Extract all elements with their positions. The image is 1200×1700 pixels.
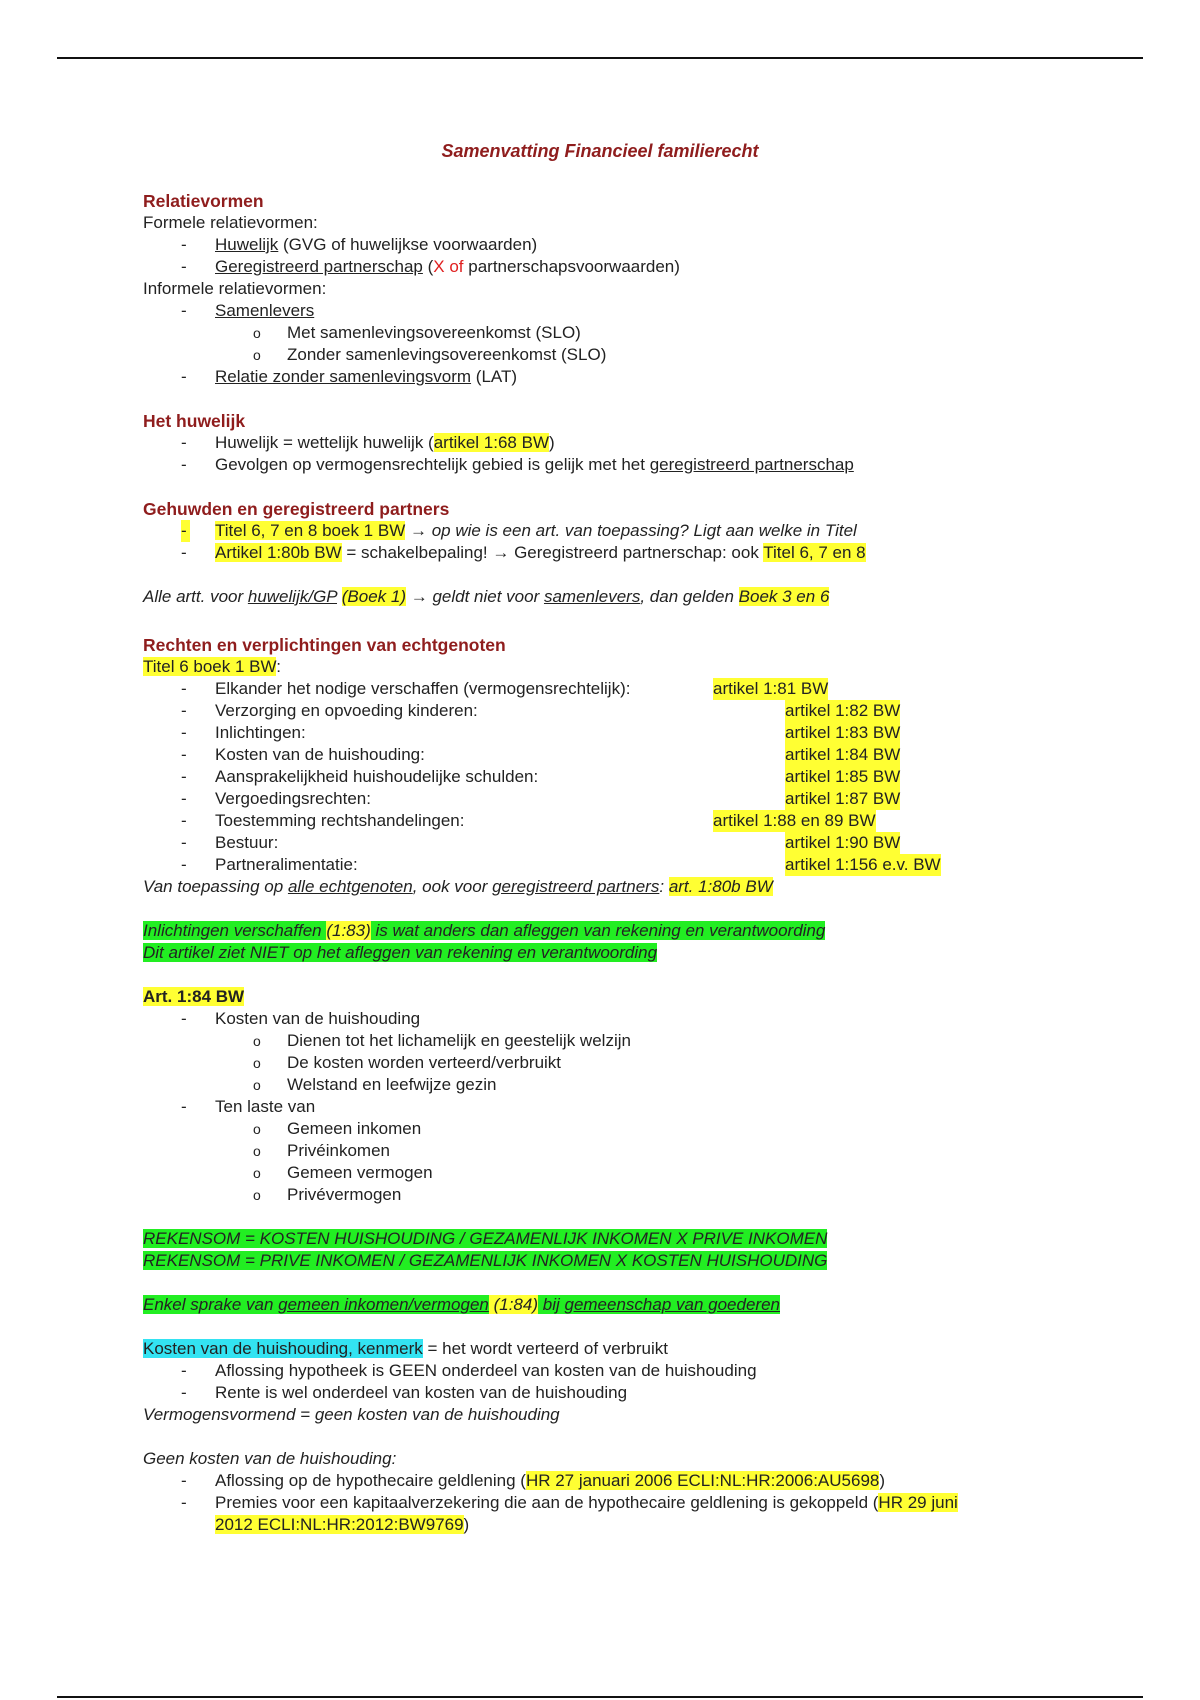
highlight-ref: artikel 1:68 BW (433, 433, 549, 452)
link-huwelijk[interactable]: Huwelijk (215, 235, 279, 254)
rekensom-line: REKENSOM = PRIVE INKOMEN / GEZAMENLIJK INKOMEN X KOSTEN HUISHOUDING (143, 1251, 828, 1270)
rechten-article-ref: artikel 1:90 BW (785, 833, 901, 852)
rechten-label: Inlichtingen: (215, 723, 306, 742)
sub-list-item: o Gemeen vermogen (253, 1163, 433, 1182)
rechten-label: Bestuur: (215, 833, 279, 852)
link-samenlevers[interactable]: samenlevers (543, 587, 641, 606)
dash-bullet: - (181, 433, 187, 452)
sub-list-item: o Privévermogen (253, 1185, 402, 1204)
dash-bullet: - (181, 301, 187, 320)
dash-bullet: - (181, 520, 190, 542)
note-line: Vermogensvormend = geen kosten van de huishouding (143, 1405, 560, 1424)
rechten-article-ref: artikel 1:81 BW (713, 679, 829, 698)
dash-bullet: - (181, 367, 187, 386)
sub-list-item: o Dienen tot het lichamelijk en geestelijk welzijn (253, 1031, 631, 1050)
list-item: - Aflossing op de hypothecaire geldlening (HR 27 januari 2006 ECLI:NL:HR:2006:AU5698) (181, 1471, 886, 1490)
link-gemeen-inkomen[interactable]: gemeen inkomen/vermogen (278, 1295, 489, 1314)
list-item-continuation: 2012 ECLI:NL:HR:2012:BW9769) (215, 1515, 470, 1534)
link-geregistreerd-partnerschap[interactable]: Geregistreerd partnerschap (215, 257, 423, 276)
note-line: Van toepassing op alle echtgenoten, ook voor geregistreerd partners: art. 1:80b BW (143, 877, 773, 896)
sub-list-item: o Gemeen inkomen (253, 1119, 422, 1138)
list-item: - Premies voor een kapitaalverzekering die aan de hypothecaire geldlening is gekoppeld (HR 29 juni (181, 1493, 958, 1512)
note-line: Alle artt. voor huwelijk/GP (Boek 1) → geldt niet voor samenlevers, dan gelden Boek 3 en 6 (143, 587, 830, 606)
enkel-note: Enkel sprake van gemeen inkomen/vermogen (1:84) bij gemeenschap van goederen (143, 1295, 780, 1314)
list-item (143, 744, 1143, 766)
circle-bullet: o (253, 1033, 261, 1049)
dash-bullet: - (181, 789, 187, 808)
list-item: - Relatie zonder samenlevingsvorm (LAT) (181, 367, 518, 386)
rechten-label: Vergoedingsrechten: (215, 789, 371, 808)
dash-bullet: - (181, 455, 187, 474)
bottom-rule (57, 1696, 1143, 1698)
circle-bullet: o (253, 1121, 261, 1137)
list-item: - Titel 6, 7 en 8 boek 1 BW → op wie is een art. van toepassing? Ligt aan welke in Titel (181, 521, 857, 540)
rechten-article-ref: artikel 1:83 BW (785, 723, 901, 742)
circle-bullet: o (253, 1187, 261, 1203)
link-gemeenschap-van-goederen[interactable]: gemeenschap van goederen (564, 1295, 780, 1314)
list-item: - Gevolgen op vermogensrechtelijk gebied is gelijk met het geregistreerd partnerschap (181, 455, 854, 474)
sub-list-item: o Welstand en leefwijze gezin (253, 1075, 497, 1094)
rechten-article-ref: artikel 1:87 BW (785, 789, 901, 808)
formeel-label: Formele relatievormen: (143, 213, 318, 232)
rechten-list (143, 678, 1143, 876)
circle-bullet: o (253, 1165, 261, 1181)
rechten-label: Elkander het nodige verschaffen (vermogensrechtelijk): (215, 679, 631, 698)
dash-bullet: - (181, 723, 187, 742)
rechten-label: Kosten van de huishouding: (215, 745, 425, 764)
dash-bullet: - (181, 679, 187, 698)
link-samenlevers[interactable]: Samenlevers (215, 301, 315, 320)
dash-bullet: - (181, 1471, 187, 1490)
list-item (143, 788, 1143, 810)
rechten-article-ref: artikel 1:82 BW (785, 701, 901, 720)
rechten-label: Toestemming rechtshandelingen: (215, 811, 465, 830)
list-item (143, 722, 1143, 744)
document-title: Samenvatting Financieel familierecht (441, 141, 759, 161)
green-note: Dit artikel ziet NIET op het afleggen van rekening en verantwoording (143, 943, 658, 962)
geen-kosten-label: Geen kosten van de huishouding: (143, 1449, 397, 1468)
section-heading-huwelijk: Het huwelijk (143, 411, 246, 431)
sub-list-item: o Met samenlevingsovereenkomst (SLO) (253, 323, 581, 342)
top-rule (57, 57, 1143, 59)
highlight-ref: Titel 6, 7 en 8 boek 1 BW (215, 521, 406, 540)
dash-bullet: - (181, 833, 187, 852)
list-item: - Geregistreerd partnerschap (X of partnerschapsvoorwaarden) (181, 257, 680, 276)
link-huwelijk-gp[interactable]: huwelijk/GP (247, 587, 338, 606)
circle-bullet: o (253, 1055, 261, 1071)
circle-bullet: o (253, 1143, 261, 1159)
rekensom-line: REKENSOM = KOSTEN HUISHOUDING / GEZAMENLIJK INKOMEN X PRIVE INKOMEN (143, 1229, 828, 1248)
dash-bullet: - (181, 257, 187, 276)
link-geregistreerd-partnerschap[interactable]: geregistreerd partnerschap (649, 455, 854, 474)
section-heading-art184: Art. 1:84 BW (143, 987, 245, 1006)
list-item (143, 766, 1143, 788)
section-heading-gehuwden: Gehuwden en geregistreerd partners (143, 499, 450, 519)
section-heading-relatievormen: Relatievormen (143, 191, 264, 211)
list-item (143, 810, 1143, 832)
rechten-article-ref: artikel 1:85 BW (785, 767, 901, 786)
dash-bullet: - (181, 1009, 187, 1028)
circle-bullet: o (253, 325, 261, 341)
dash-bullet: - (181, 1097, 187, 1116)
dash-bullet: - (181, 235, 187, 254)
rechten-label: Verzorging en opvoeding kinderen: (215, 701, 478, 720)
link-geregistreerd-partners[interactable]: geregistreerd partners (492, 877, 660, 896)
kosten-kenmerk: Kosten van de huishouding, kenmerk = het wordt verteerd of verbruikt (143, 1339, 668, 1358)
list-item (143, 700, 1143, 722)
list-item (143, 854, 1143, 876)
dash-bullet: - (181, 767, 187, 786)
list-item: - Huwelijk (GVG of huwelijkse voorwaarden) (181, 235, 538, 254)
dash-bullet: - (181, 1361, 187, 1380)
rechten-label: Partneralimentatie: (215, 855, 358, 874)
dash-bullet: - (181, 1493, 187, 1512)
document-body (143, 190, 1143, 1536)
sub-list-item: o Zonder samenlevingsovereenkomst (SLO) (253, 345, 607, 364)
highlight-ref: Artikel 1:80b BW (215, 543, 342, 562)
subheading: Titel 6 boek 1 BW: (143, 657, 281, 676)
dash-bullet: - (181, 855, 187, 874)
list-item: - Huwelijk = wettelijk huwelijk (artikel 1:68 BW) (181, 433, 555, 452)
informeel-label: Informele relatievormen: (143, 279, 327, 298)
list-item: - Artikel 1:80b BW = schakelbepaling! → Geregistreerd partnerschap: ook Titel 6, 7 en 8 (181, 543, 866, 562)
dash-bullet: - (181, 1383, 187, 1402)
section-heading-rechten: Rechten en verplichtingen van echtgenoten (143, 635, 506, 655)
sub-list-item: o De kosten worden verteerd/verbruikt (253, 1053, 562, 1072)
highlight-ref: 2012 ECLI:NL:HR:2012:BW9769 (215, 1515, 464, 1534)
circle-bullet: o (253, 347, 261, 363)
link-alle-echtgenoten[interactable]: alle echtgenoten (287, 877, 413, 896)
highlight-ref: HR 29 juni (878, 1493, 958, 1512)
list-item (143, 832, 1143, 854)
list-item (143, 678, 1143, 700)
sub-list (143, 1030, 1143, 1096)
list-item: - Rente is wel onderdeel van kosten van de huishouding (181, 1383, 628, 1402)
link-relatie-zonder-samenlevingsvorm[interactable]: Relatie zonder samenlevingsvorm (215, 367, 472, 386)
highlight-ref: HR 27 januari 2006 ECLI:NL:HR:2006:AU5698 (525, 1471, 880, 1490)
green-note: Inlichtingen verschaffen (1:83) is wat anders dan afleggen van rekening en verantwoording (143, 921, 826, 940)
list-item: - Aflossing hypotheek is GEEN onderdeel van kosten van de huishouding (181, 1361, 757, 1380)
circle-bullet: o (253, 1077, 261, 1093)
dash-bullet: - (181, 543, 187, 562)
dash-bullet: - (181, 811, 187, 830)
rechten-article-ref: artikel 1:156 e.v. BW (785, 855, 941, 874)
sub-list-item: o Privéinkomen (253, 1141, 390, 1160)
list-item: - Ten laste van (181, 1097, 316, 1116)
list-item: - Kosten van de huishouding (181, 1009, 421, 1028)
dash-bullet: - (181, 701, 187, 720)
rechten-article-ref: artikel 1:88 en 89 BW (713, 811, 876, 830)
highlight-ref: Titel 6, 7 en 8 (763, 543, 866, 562)
rechten-label: Aansprakelijkheid huishoudelijke schulden: (215, 767, 539, 786)
list-item (143, 300, 1143, 322)
dash-bullet: - (181, 745, 187, 764)
rechten-article-ref: artikel 1:84 BW (785, 745, 901, 764)
sub-list (143, 1118, 1143, 1206)
